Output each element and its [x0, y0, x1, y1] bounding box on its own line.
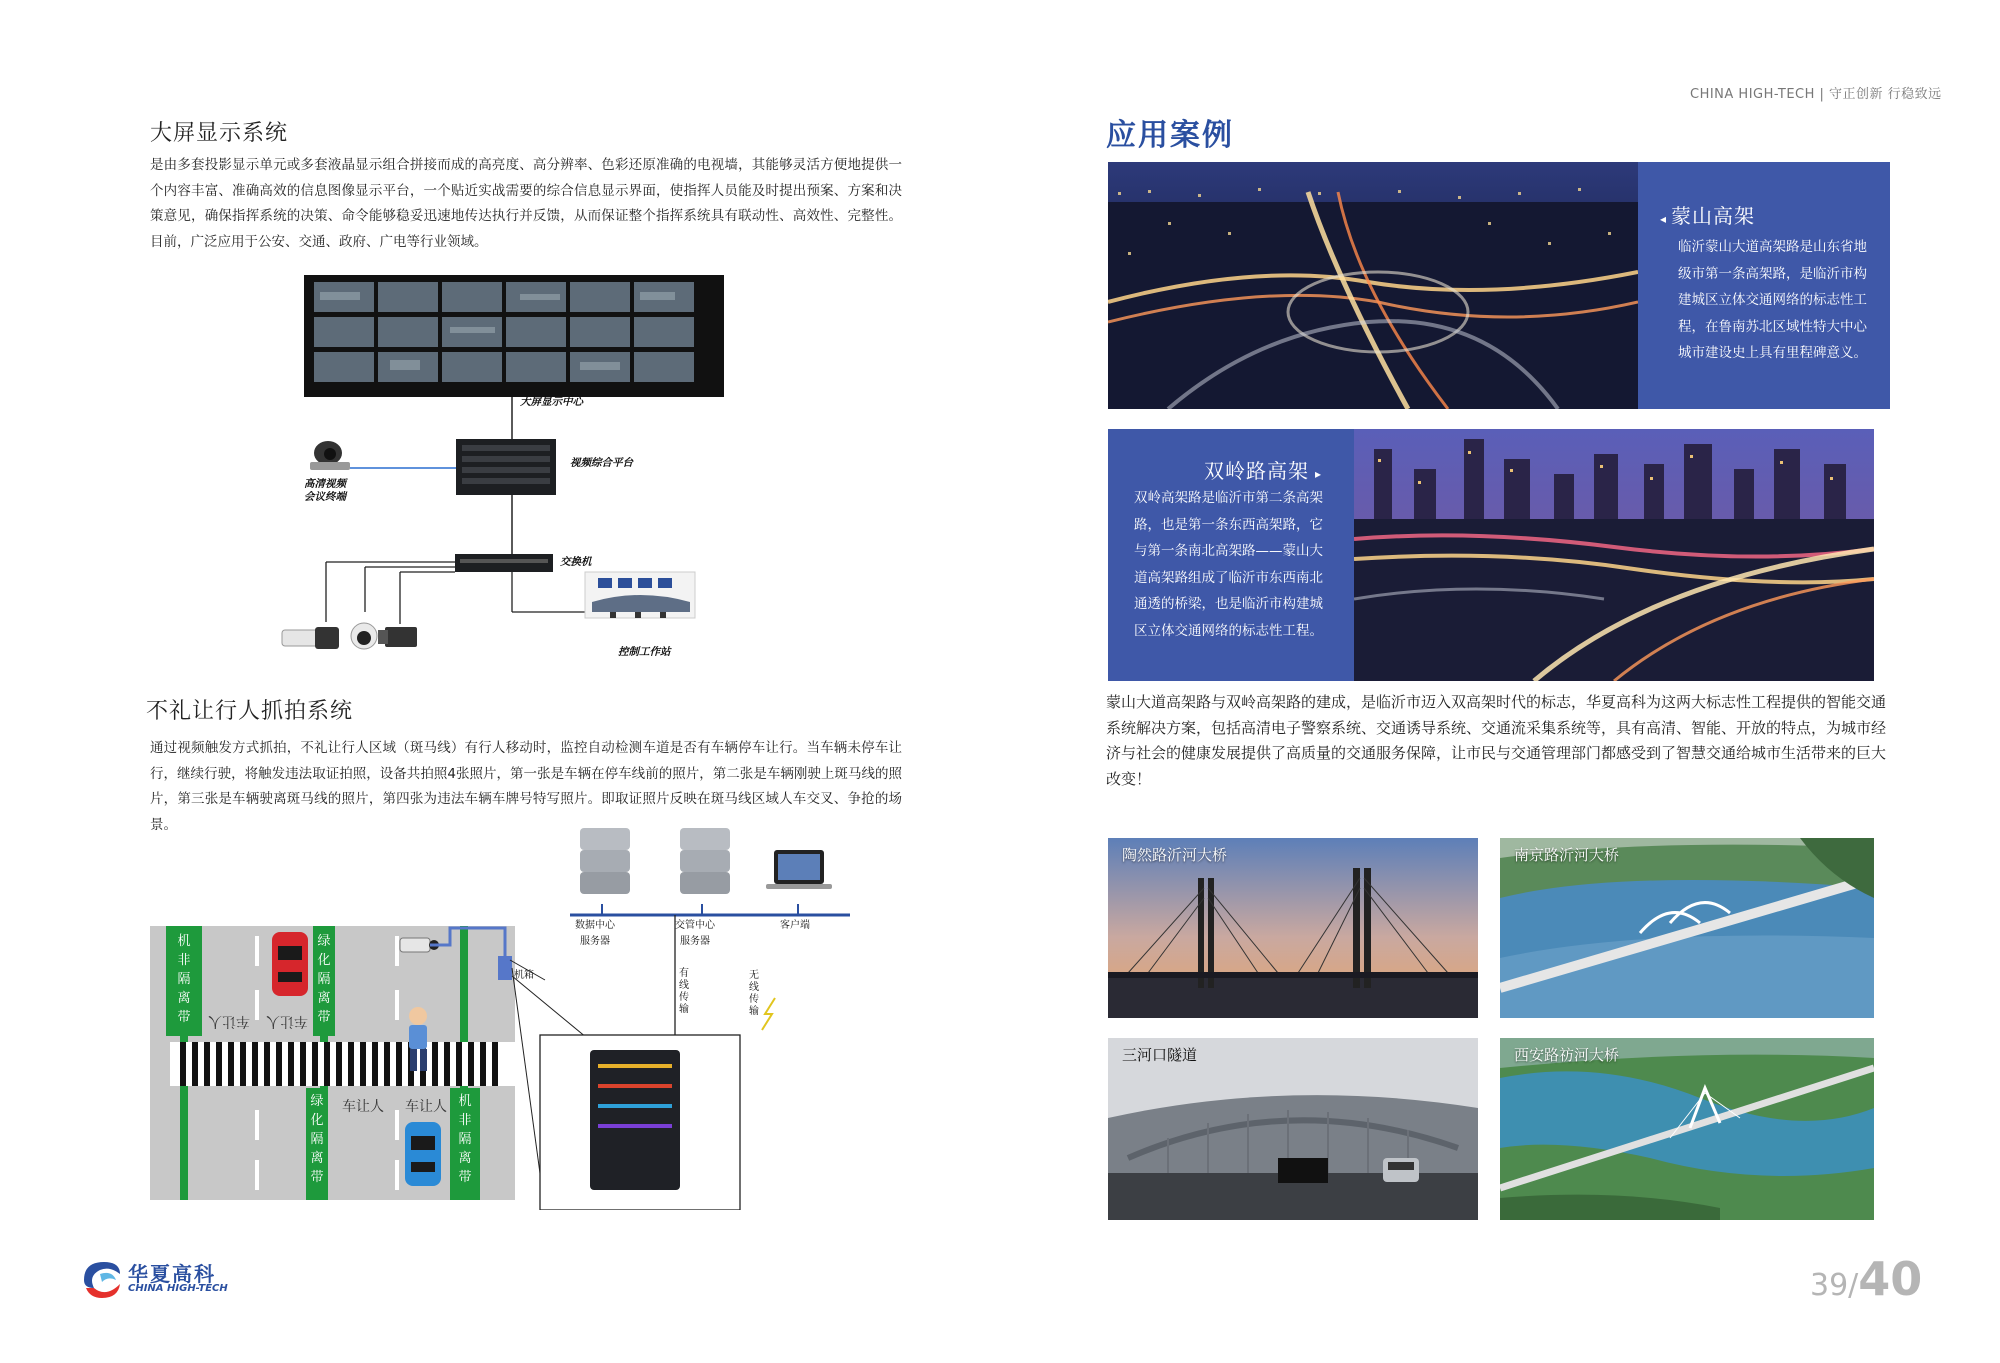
road-text-3: 车让人: [342, 1099, 384, 1115]
photo-mengshan-overpass: [1108, 162, 1638, 409]
gallery-caption-nanjing: 南京路沂河大桥: [1514, 846, 1620, 864]
label-conference-terminal: 高清视频 会议终端: [304, 478, 346, 503]
diagram-large-screen-svg: [280, 272, 740, 672]
case-title-mengshan: ◂ 蒙山高架: [1660, 204, 1756, 228]
case-body-shuangling: 双岭高架路是临沂市第二条高架路，也是第一条东西高架路，它与第一条南北高架路——蒙山大道高架路组成了临沂市东西南北通透的桥梁，也是临沂市构建城区立体交通网络的标志性工程。: [1134, 490, 1323, 639]
traffic-center-server-graphic: [680, 828, 730, 894]
pedestrian: [409, 1007, 427, 1025]
page-number-left: 39/: [1810, 1268, 1859, 1303]
gallery-caption-taoran: 陶然路沂河大桥: [1122, 846, 1228, 864]
diagram-crosswalk-svg: [150, 820, 890, 1210]
label-video-platform: 视频综合平台: [570, 457, 633, 469]
gallery-nanjing-bridge: [1500, 838, 1874, 1018]
label-client: 客户端: [780, 920, 810, 931]
gallery-caption-sanhekou: 三河口隧道: [1122, 1046, 1198, 1064]
page-number-right: 40: [1858, 1252, 1923, 1306]
photo-shuangling-overpass: [1354, 429, 1874, 681]
gallery-taoran-bridge: [1108, 838, 1478, 1018]
section-title-pedestrian: 不礼让行人抓拍系统: [146, 699, 354, 724]
section-body-pedestrian: 通过视频触发方式抓拍，不礼让行人区域（斑马线）有行人移动时，监控自动检测车道是否有车辆停车让行。当车辆未停车让行，继续行驶，将触发违法取证拍照，设备共拍照4张照片，第一张是车辆在停车线前的照片，第二张是车辆刚驶上斑马线的照片，第三张是车辆驶离斑马线的照片，第四张为违法车辆车牌号特写照片。即取证照片反映在斑马线区域人车交叉、争抢的场景。: [150, 740, 902, 833]
lane-label-bottom-mid: 绿化隔离带: [310, 1094, 324, 1185]
section-body-large-screen: 是由多套投影显示单元或多套液晶显示组合拼接而成的高亮度、高分辨率、色彩还原准确的电视墙，其能够灵活方便地提供一个内容丰富、准确高效的信息图像显示平台，一个贴近实战需要的综合信息显示界面，使指挥人员能及时提出预案、方案和决策意见，确保指挥系统的决策、命令能够稳妥迅速地传达执行并反馈，从而保证整个指挥系统具有联动性、高效性、完整性。目前，广泛应用于公安、交通、政府、广电等行业领域。: [150, 157, 902, 250]
label-wireless: 无线传输: [749, 970, 759, 1017]
right-page-title: 应用案例: [1106, 118, 1234, 153]
label-workstation: 控制工作站: [618, 646, 671, 658]
data-center-server-graphic: [580, 828, 630, 894]
bullet-arrow-icon: ◂: [1660, 212, 1668, 226]
brand-tagline: CHINA HIGH-TECH | 守正创新 行稳致远: [1690, 87, 1942, 102]
blue-car: [405, 1122, 441, 1186]
logo-en-text: CHINA HIGH-TECH: [128, 1283, 228, 1294]
lane-label-top-left: 机非隔离带: [177, 934, 191, 1025]
panel-mengshan: [1638, 162, 1890, 409]
label-data-center-server: 数据中心 服务器: [575, 920, 615, 947]
case-title-shuangling: 双岭路高架 ▸: [1204, 459, 1323, 483]
lane-label-bottom-right: 机非隔离带: [458, 1094, 472, 1185]
cases-summary: 蒙山大道高架路与双岭高架路的建成，是临沂市迈入双高架时代的标志，华夏高科为这两大标志性工程提供的智能交通系统解决方案，包括高清电子警察系统、交通诱导系统、交通流采集系统等，具有高清、智能、开放的特点，为城市经济与社会的健康发展提供了高质量的交通服务保障，让市民与交通管理部门都感受到了智慧交通给城市生活带来的巨大改变！: [1106, 693, 1887, 788]
label-wired: 有线传输: [679, 968, 689, 1015]
label-traffic-center-server: 交管中心 服务器: [675, 920, 715, 947]
gallery-caption-xian: 西安路祊河大桥: [1514, 1046, 1620, 1064]
section-title-large-screen: 大屏显示系统: [150, 121, 289, 146]
gallery-xian-bridge: [1500, 1038, 1874, 1220]
logo-mark-icon: [80, 1258, 124, 1300]
page-number: [1810, 1252, 1922, 1306]
bullet-arrow-icon: ▸: [1315, 467, 1323, 481]
label-switch: 交换机: [560, 556, 592, 568]
diagram-crosswalk-system: [150, 820, 890, 1210]
logo-cn-text: 华夏高科: [128, 1262, 216, 1286]
company-logo: [80, 1258, 290, 1300]
case-body-mengshan: 临沂蒙山大道高架路是山东省地级市第一条高架路，是临沂市构建城区立体交通网络的标志性工程，在鲁南苏北区域性特大中心城市建设史上具有里程碑意义。: [1678, 239, 1867, 361]
diagram-large-screen-system: [280, 272, 740, 672]
road-text-1: 车让人: [208, 1013, 250, 1029]
lane-label-top-mid: 绿化隔离带: [317, 934, 331, 1025]
road-text-4: 车让人: [405, 1099, 447, 1115]
label-screen-center: 大屏显示中心: [520, 396, 583, 408]
panel-shuangling: [1108, 429, 1354, 681]
label-cabinet: 机箱: [514, 970, 534, 981]
server-cabinet: [590, 1050, 680, 1190]
road-text-2: 车让人: [266, 1013, 308, 1029]
gallery-sanhekou-tunnel: [1108, 1038, 1478, 1220]
red-car: [272, 932, 308, 996]
